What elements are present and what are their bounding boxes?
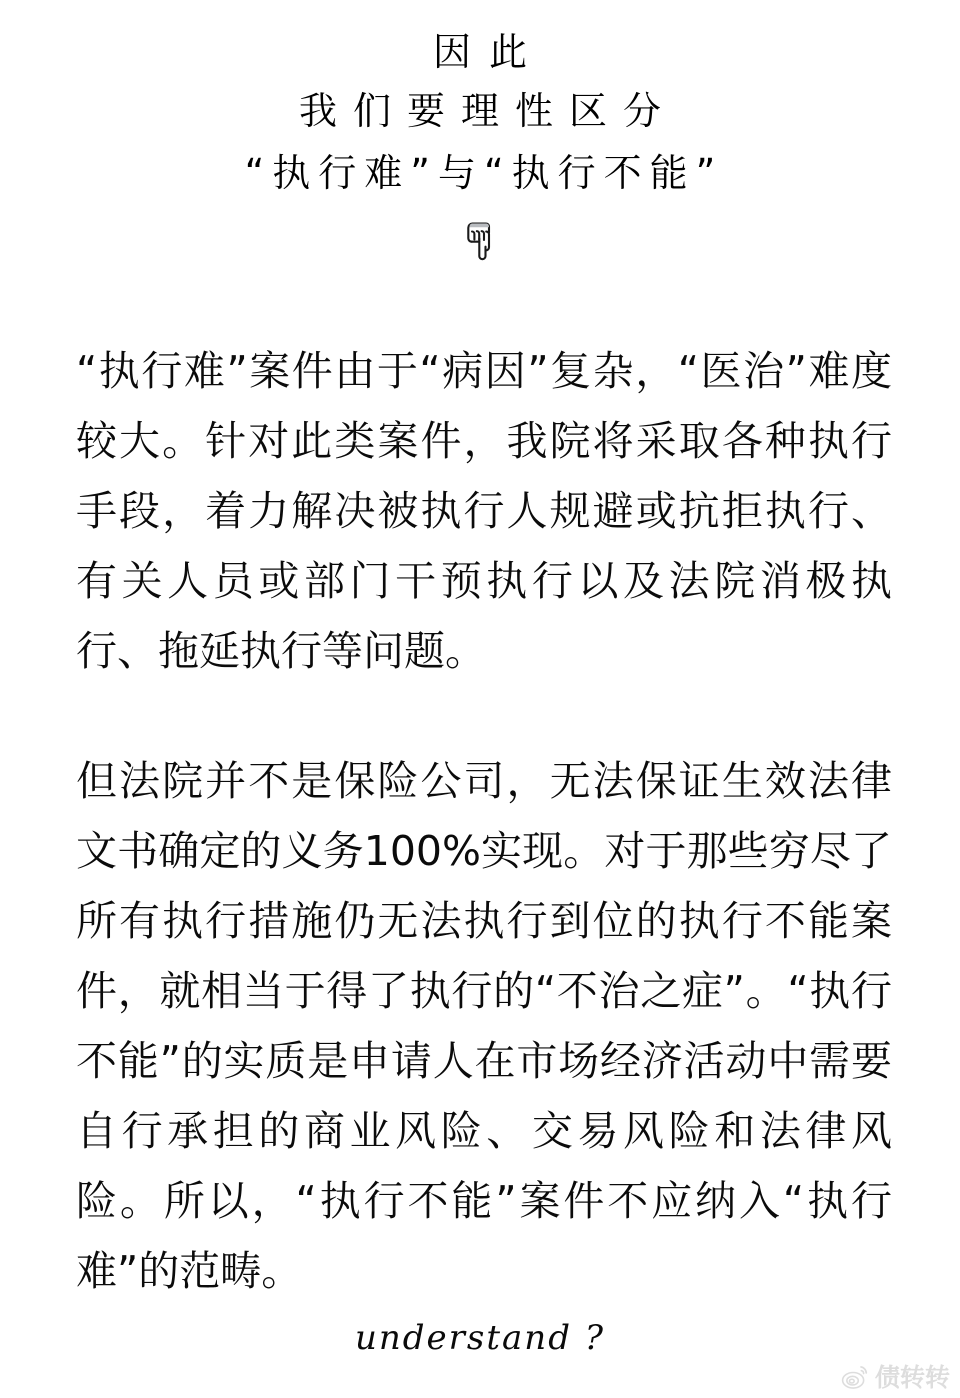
body-text-block [76, 336, 892, 1306]
watermark-text: 债转转 [874, 1362, 950, 1392]
heading-line-3: “执行难”与“执行不能” [244, 151, 724, 195]
watermark [840, 1362, 950, 1392]
heading-line-1: 因此 [432, 30, 545, 74]
understand-text: understand ? [354, 1318, 605, 1358]
hand-pointing-down-icon [461, 218, 499, 270]
body-paragraph-2: 但法院并不是保险公司，无法保证生效法律文书确定的义务100%实现。对于那些穷尽了所有执行措施仍无法执行到位的执行不能案件，就相当于得了执行的“不治之症”。“执行不能”的实质是申请人在市场经济活动中需要自行承担的商业风险、交易风险和法律风险。所以，“执行不能”案件不应纳入“执行难”的范畴。 [76, 757, 892, 1295]
footer-understand-block [0, 1318, 960, 1358]
weibo-logo-icon [840, 1362, 870, 1392]
pointer-block [0, 218, 960, 270]
body-paragraph-1: “执行难”案件由于“病因”复杂，“医治”难度较大。针对此类案件，我院将采取各种执行手段，着力解决被执行人规避或抗拒执行、有关人员或部门干预执行以及法院消极执行、拖延执行等问题。 [76, 347, 892, 675]
heading-block [0, 0, 960, 204]
heading-line-2: 我们要理性区分 [298, 89, 677, 133]
